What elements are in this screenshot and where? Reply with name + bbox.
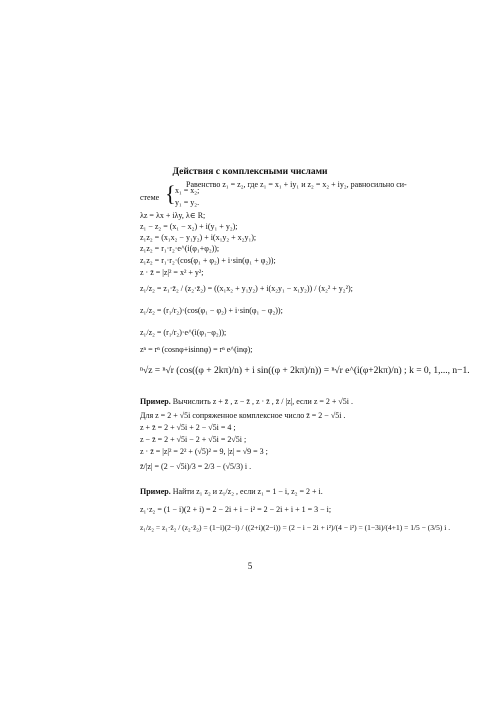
example-1-line: z̄/|z| = (2 − √5i)/3 = 2/3 − (√5/3) i .	[140, 462, 252, 471]
formula-line: zⁿ = rⁿ (cosnφ+isinnφ) = rⁿ e^(inφ);	[140, 345, 253, 354]
example-1-heading	[140, 397, 353, 407]
system-brace: {	[165, 181, 176, 206]
example-2-task: Найти z₁ z₂ и z₁/z₂ , если z₁ = 1 − i, z₂ = 2 + i.	[172, 487, 323, 496]
formula-line: z · z̄ = |z|² = x² + y²;	[140, 268, 204, 277]
formula-line: z₁/z₂ = (r₁/r₂)·(cos(φ₁ − φ₂) + i·sin(φ₁ − φ₂));	[140, 306, 283, 315]
formula-line: z₁z₂ = (x₁x₂ − y₁y₂) + i(x₁y₂ + x₂y₁);	[140, 233, 257, 242]
system-equation-2: y₁ = y₂.	[175, 198, 200, 207]
example-2-line: z₁/z₂ = z₁·z̄₂ / (z₂·z̄₂) = (1−i)(2−i) / ((2+i)(2−i)) = (2 − i − 2i + i²)/(4 − i²) = (1−3i)/(4+1) = 1/5 − (3/5) i .	[140, 523, 451, 532]
example-2-line: z₁·z₂ = (1 − i)(2 + i) = 2 − 2i + i − i² = 2 − 2i + i + 1 = 3 − i;	[140, 505, 332, 514]
formula-line: z₁/z₂ = (r₁/r₂)·e^(i(φ₁−φ₂));	[140, 328, 227, 337]
formula-line: ⁿ√z = ⁿ√r (cos((φ + 2kπ)/n) + i sin((φ + 2kπ)/n)) = ⁿ√r e^(i(φ+2kπ)/n) ; k = 0, 1,..., n−1.	[140, 366, 470, 376]
system-equation-1: x₁ = x₂;	[175, 186, 200, 195]
formula-line: z₁/z₂ = z₁·z̄₂ / (z₂·z̄₂) = ((x₁x₂ + y₁y₂) + i(x₂y₁ − x₁y₂)) / (x₂² + y₂²);	[140, 284, 353, 293]
formula-line: z₁z₂ = r₁·r₂·e^(i(φ₁+φ₂));	[140, 244, 220, 253]
example-1-line: z · z̄ = |z|² = 2² + (√5)² = 9, |z| = √9 = 3 ;	[140, 447, 268, 456]
example-1-task: Вычислить z + z̄ , z − z̄ , z · z̄ , z̄ / |z|, если z = 2 + √5i .	[172, 397, 353, 406]
example-1-line: z − z̄ = 2 + √5i − 2 + √5i = 2√5i ;	[140, 435, 247, 444]
system-word: стеме	[140, 193, 160, 202]
example-1-label: Пример.	[140, 397, 171, 406]
example-2-label: Пример.	[140, 487, 171, 496]
example-2-heading	[140, 487, 323, 497]
example-1-line: z + z̄ = 2 + √5i + 2 − √5i = 4 ;	[140, 423, 236, 432]
section-title: Действия с комплексными числами	[172, 167, 328, 177]
page-number: 5	[247, 561, 253, 571]
formula-line: λz = λx + iλy, λ∈ R;	[140, 211, 206, 220]
intro-text: Равенство z₁ = z₂, где z₁ = x₁ + iy₁ и z₂ = x₂ + iy₂, равносильно си-	[186, 180, 407, 189]
example-1-line: Для z = 2 + √5i сопряженное комплексное число z̄ = 2 − √5i .	[140, 411, 346, 420]
formula-line: z₁z₂ = r₁·r₂·(cos(φ₁ + φ₂) + i·sin(φ₁ + φ₂));	[140, 256, 276, 265]
formula-line: z₁ − z₂ = (x₁ − x₂) + i(y₁ + y₂);	[140, 222, 238, 231]
